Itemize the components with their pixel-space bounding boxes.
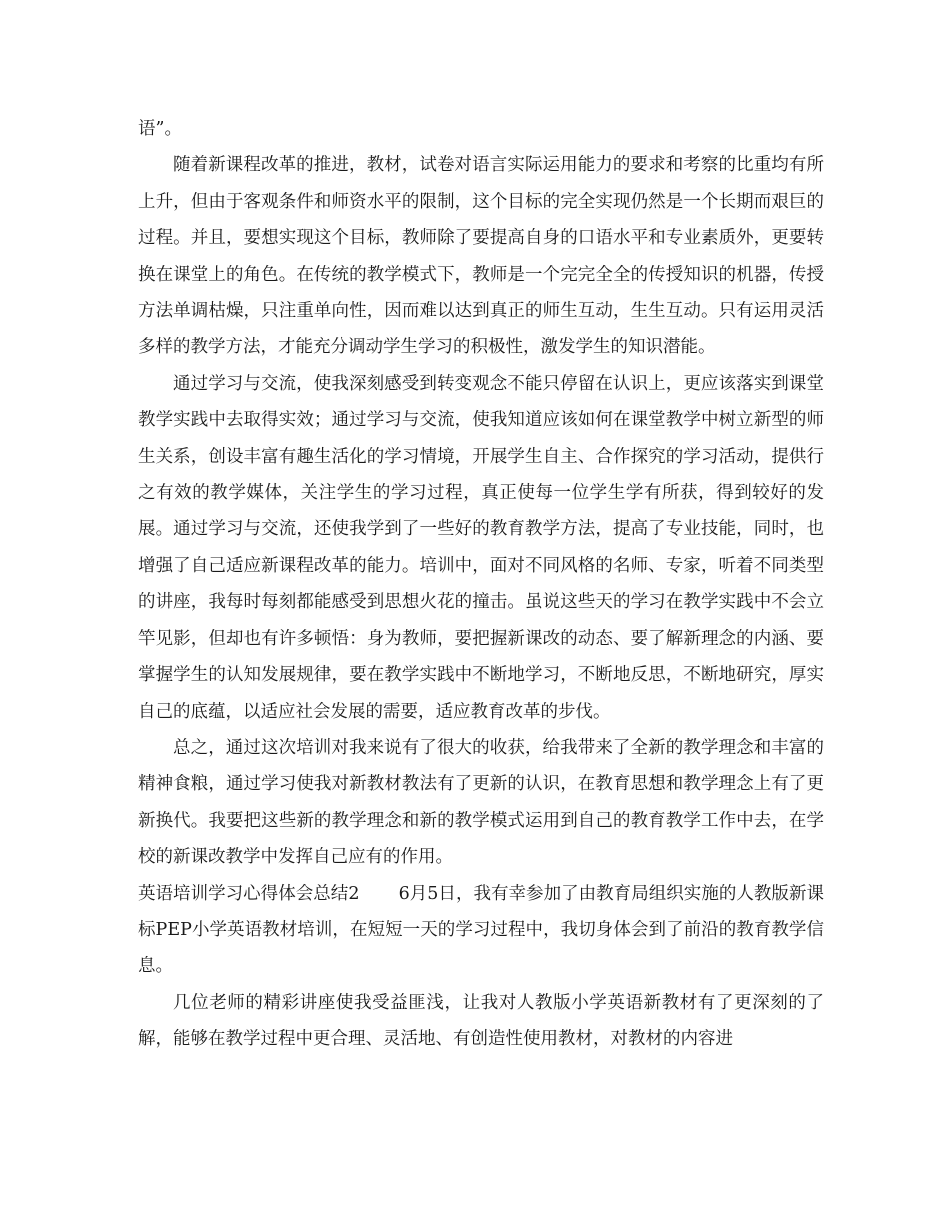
paragraph-conclusion: 总之，通过这次培训对我来说有了很大的收获，给我带来了全新的教学理念和丰富的精神食粮，通过学习使我对新教材教法有了更新的认识，在教育思想和教学理念上有了更新换代。我要把这些新的教学理念和新的教学模式运用到自己的教育教学工作中去，在学校的新课改教学中发挥自己应有的作用。 <box>138 737 824 868</box>
section-2-intro-text: 6月5日，我有幸参加了由教育局组织实施的人教版新课标PEP小学英语教材培训，在短短一天的学习过程中，我切身体会到了前沿的教育教学信息。 <box>138 883 824 977</box>
paragraph-continuation: 语”。 <box>138 119 182 139</box>
document-page <box>138 111 824 1058</box>
paragraph-lectures: 几位老师的精彩讲座使我受益匪浅，让我对人教版小学英语新教材有了更深刻的了解，能够在教学过程中更合理、灵活地、有创造性使用教材，对教材的内容进 <box>138 992 824 1050</box>
heading-gap <box>359 884 398 904</box>
paragraph-section-2-intro <box>138 876 824 985</box>
paragraph-learning-exchange: 通过学习与交流，使我深刻感受到转变观念不能只停留在认识上，更应该落实到课堂教学实践中去取得实效；通过学习与交流，使我知道应该如何在课堂教学中树立新型的师生关系，创设丰富有趣生活化的学习情境，开展学生自主、合作探究的学习活动，提供行之有效的教学媒体，关注学生的学习过程，真正使每一位学生学有所获，得到较好的发展。通过学习与交流，还使我学到了一些好的教育教学方法，提高了专业技能，同时，也增强了自己适应新课程改革的能力。培训中，面对不同风格的名师、专家，听着不同类型的讲座，我每时每刻都能感受到思想火花的撞击。虽说这些天的学习在教学实践中不会立竿见影，但却也有许多顿悟：身为教师，要把握新课改的动态、要了解新理念的内涵、要掌握学生的认知发展规律，要在教学实践中不断地学习，不断地反思，不断地研究，厚实自己的底蕴，以适应社会发展的需要，适应教育改革的步伐。 <box>138 373 824 722</box>
paragraph-curriculum-reform: 随着新课程改革的推进，教材，试卷对语言实际运用能力的要求和考察的比重均有所上升，但由于客观条件和师资水平的限制，这个目标的完全实现仍然是一个长期而艰巨的过程。并且，要想实现这个目标，教师除了要提高自身的口语水平和专业素质外，更要转换在课堂上的角色。在传统的教学模式下，教师是一个完完全全的传授知识的机器，传授方法单调枯燥，只注重单向性，因而难以达到真正的师生互动，生生互动。只有运用灵活多样的教学方法，才能充分调动学生学习的积极性，激发学生的知识潜能。 <box>138 155 824 358</box>
section-heading: 英语培训学习心得体会总结2 <box>138 883 360 904</box>
